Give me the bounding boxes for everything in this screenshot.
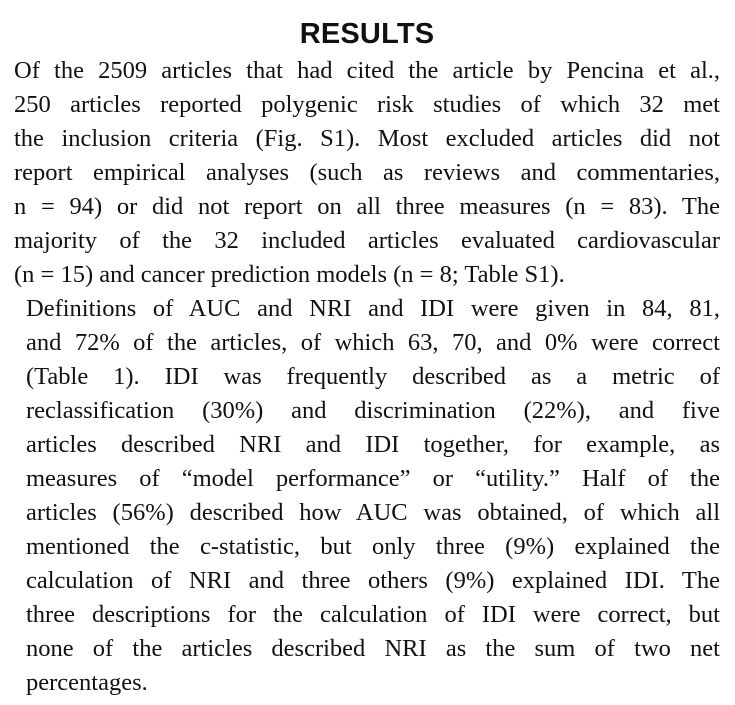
text-line: articles described NRI and IDI together, for example, as [26,431,720,458]
text-line: (n = 15) and cancer prediction models (n = 8; Table S1). [14,261,565,288]
text-line: percentages. [26,669,148,696]
text-line: measures of “model performance” or “utility.” Half of the [26,465,720,492]
text-line: three descriptions for the calculation of IDI were correct, but [26,601,720,628]
results-section [14,14,720,700]
text-line: Definitions of AUC and NRI and IDI were given in 84, 81, [26,295,720,322]
text-line: the inclusion criteria (Fig. S1). Most excluded articles did not [14,125,720,152]
text-line: calculation of NRI and three others (9%) explained IDI. The [26,567,720,594]
text-line: and 72% of the articles, of which 63, 70, and 0% were correct [26,329,720,356]
section-heading: RESULTS [299,18,435,50]
text-line: report empirical analyses (such as reviews and commentaries, [14,159,720,186]
text-line: n = 94) or did not report on all three measures (n = 83). The [14,193,720,220]
text-line: majority of the 32 included articles evaluated cardiovascular [14,227,720,254]
text-line: Of the 2509 articles that had cited the article by Pencina et al., [14,57,720,84]
text-line: 250 articles reported polygenic risk studies of which 32 met [14,91,720,118]
text-line: mentioned the c-statistic, but only three (9%) explained the [26,533,720,560]
text-line: articles (56%) described how AUC was obtained, of which all [26,499,720,526]
paragraph-1 [14,54,720,292]
paragraph-2 [14,292,720,700]
text-line: none of the articles described NRI as the sum of two net [26,635,720,662]
text-line: reclassification (30%) and discrimination (22%), and five [26,397,720,424]
text-line: (Table 1). IDI was frequently described as a metric of [26,363,720,390]
